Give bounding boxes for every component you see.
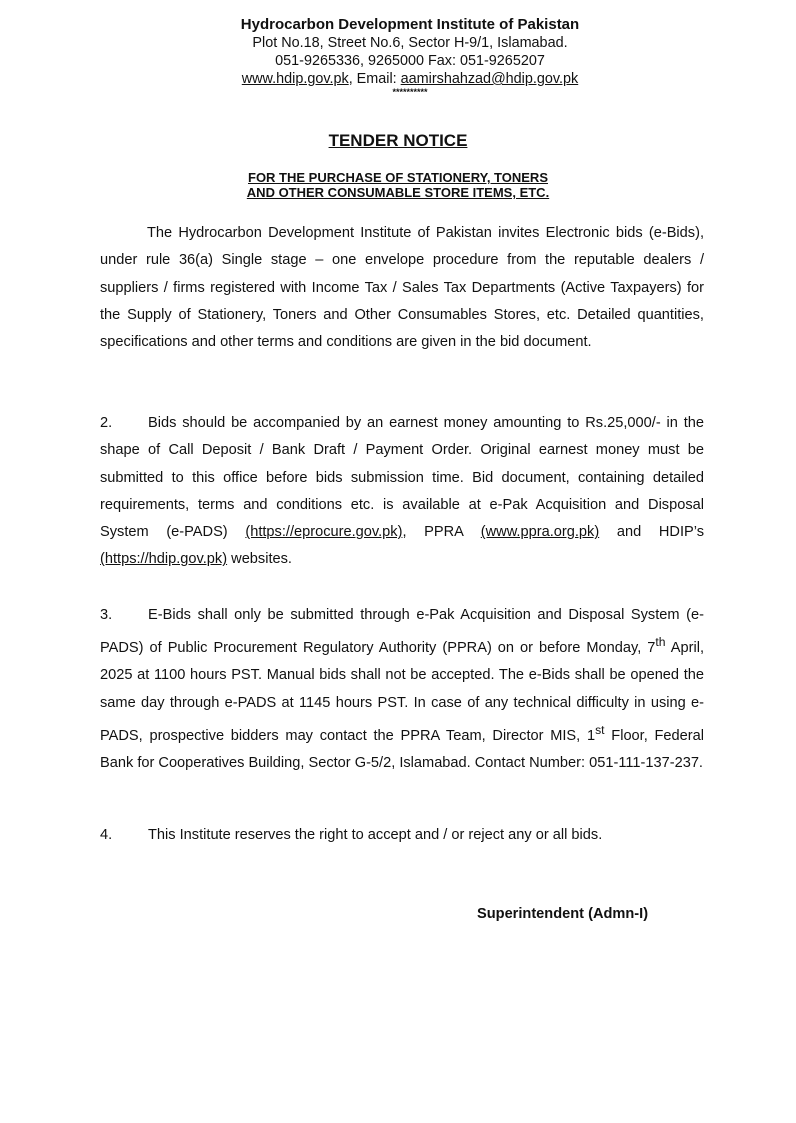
paragraph-1: The Hydrocarbon Development Institute of Pakistan invites Electronic bids (e-Bids), under rule 36(a) Single stage – one envelope procedure from the reputable dealers / suppliers / firms registered with Income Tax / Sales Tax Departments (Active Taxpayers) for the Supply of Stationery, Toners and Other Consumables Stores, etc. Detailed quantities, specifications and other terms and conditions are given in the bid document. — [100, 225, 704, 351]
ordinal-suffix: th — [655, 635, 666, 650]
org-name: Hydrocarbon Development Institute of Pakistan — [240, 16, 580, 33]
paragraph-3-text-a: E-Bids shall only be submitted through e-Pak Acquisition and Disposal System (e-PADS) of Public Procurement Regulatory Authority (PPRA) on or before Monday, 7 — [100, 607, 704, 657]
ppra-link[interactable]: (www.ppra.org.pk) — [480, 524, 600, 541]
notice-subtitle — [0, 170, 796, 200]
paragraph-2-text-c: and HDIP’s — [599, 524, 705, 541]
paragraph-3-text-c: Floor, Federal Bank for Cooperatives Building, Sector G-5/2, Islamabad. Contact Number: 051-111-137-237. — [100, 727, 704, 772]
paragraph-2 — [100, 410, 704, 574]
paragraph-3 — [100, 602, 704, 778]
subtitle-line-2: AND OTHER CONSUMABLE STORE ITEMS, ETC. — [246, 185, 550, 200]
letterhead-divider: ********** — [392, 87, 428, 97]
ordinal-suffix: st — [595, 723, 605, 738]
org-contact-line — [160, 70, 660, 88]
signature-title: Superintendent (Admn-I) — [477, 906, 649, 922]
paragraph-number: 2. — [100, 415, 113, 431]
paragraph-number: 3. — [100, 607, 113, 623]
subtitle-line-1: FOR THE PURCHASE OF STATIONERY, TONERS — [248, 170, 548, 185]
org-phones: 051-9265336, 9265000 Fax: 051-9265207 — [275, 53, 545, 69]
eprocure-link[interactable]: (https://eprocure.gov.pk) — [245, 524, 403, 541]
paragraph-4 — [100, 822, 704, 849]
paragraph-2-text-d: websites. — [227, 551, 292, 568]
paragraph-3-text-b: April, 2025 at 1100 hours PST. Manual bids shall not be accepted. The e-Bids shall be opened the same day through e-PADS at 1145 hours PST. In case of any technical difficulty in using e-PADS, prospective bidders may contact the PPRA Team, Director MIS, 1 — [100, 640, 705, 744]
org-address: Plot No.18, Street No.6, Sector H-9/1, Islamabad. — [252, 35, 568, 51]
letterhead — [160, 16, 660, 97]
hdip-link[interactable]: (https://hdip.gov.pk) — [100, 551, 228, 568]
paragraph-number: 4. — [100, 827, 113, 843]
email-link[interactable]: aamirshahzad@hdip.gov.pk — [400, 71, 579, 87]
email-label: , Email: — [348, 71, 401, 87]
paragraph-4-text: This Institute reserves the right to accept and / or reject any or all bids. — [148, 827, 603, 843]
paragraph-2-text-a: Bids should be accompanied by an earnest money amounting to Rs.25,000/- in the shape of Call Deposit / Bank Draft / Payment Order. Original earnest money must be submitted to this office before bids submission time. Bid document, containing detailed requirements, terms and conditions etc. is available at e-Pak Acquisition and Disposal System (e-PADS) — [100, 415, 704, 541]
paragraph-2-text-b: , PPRA — [402, 524, 481, 541]
notice-title: TENDER NOTICE — [328, 131, 468, 150]
website-link[interactable]: www.hdip.gov.pk — [241, 71, 349, 87]
